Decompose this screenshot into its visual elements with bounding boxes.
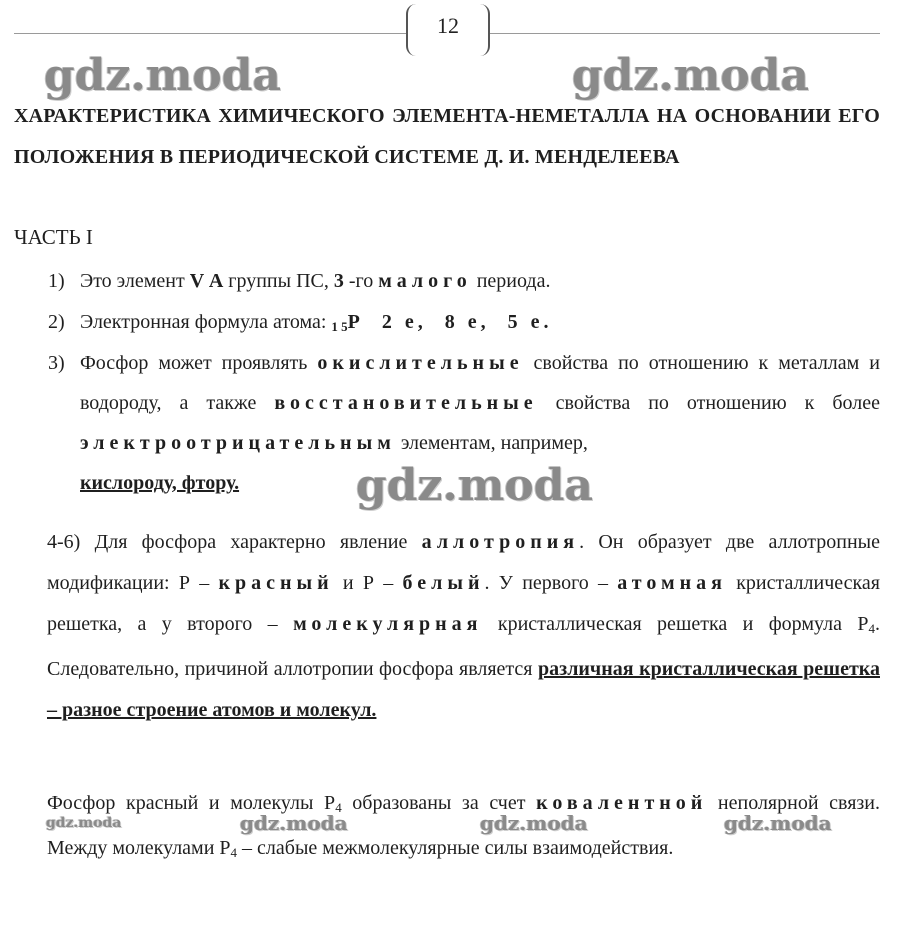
item-2-text: Электронная формула атома: $_{1 5}$Р 2 е, 8 е, 5 е. xyxy=(80,311,553,334)
document-title: ХАРАКТЕРИСТИКА ХИМИЧЕСКОГО ЭЛЕМЕНТА-НЕМЕТАЛЛА НА ОСНОВАНИИ ЕГО ПОЛОЖЕНИЯ В ПЕРИОДИЧЕСКОЙ СИСТЕМЕ Д. И. МЕНДЕЛЕЕВА xyxy=(14,105,880,168)
page-number: 12 xyxy=(406,4,490,56)
allotropy-reason: различная кристаллическая решетка – разное строение атомов и молекул. xyxy=(47,658,880,721)
watermark-middle: gdz.moda xyxy=(356,460,594,511)
watermark-top-left: gdz.moda xyxy=(44,50,282,101)
watermark-bottom-1: gdz.moda xyxy=(46,815,122,831)
item-3-text: Фосфор может проявлять окислительные свойства по отношению к металлам и водороду, а также восстановительные свойства по отношению к более электроотрицательным элементам, например, кислороду, фтору. xyxy=(80,352,881,494)
paragraph-allotropy: 4-6) Для фосфора характерно явление аллотропия. Он образует две аллотропные модификации: Р – красный и Р – белый. У первого – атомная кристаллическая решетка, а у второго – молекулярная кристаллическая решетка и формула $Р_4$. Следовательно, причиной аллотропии фосфора является различная кристаллическая решетка – разное строение атомов и молекул. xyxy=(47,531,880,721)
item-1-number: 1) xyxy=(48,270,65,292)
watermark-bottom-2: gdz.moda xyxy=(240,811,348,835)
item-3-number: 3) xyxy=(48,352,65,374)
item-3-example: кислороду, фтору. xyxy=(80,472,240,494)
item-2-number: 2) xyxy=(48,311,65,333)
watermark-bottom-3: gdz.moda xyxy=(480,811,588,835)
watermark-top-right: gdz.moda xyxy=(572,50,810,101)
part-heading: ЧАСТЬ I xyxy=(14,225,93,249)
item-1-text: Это элемент V А группы ПС, 3 -го малого периода. xyxy=(80,270,551,292)
watermark-bottom-4: gdz.moda xyxy=(724,811,832,835)
header-rule-right xyxy=(490,33,880,34)
header-rule-left xyxy=(14,33,406,34)
paragraph-bonds: Фосфор красный и молекулы $Р_4$ образованы за счет ковалентной неполярной связи. Между молекулами $Р_4$ – слабые межмолекулярные силы взаимодействия. xyxy=(47,792,881,860)
